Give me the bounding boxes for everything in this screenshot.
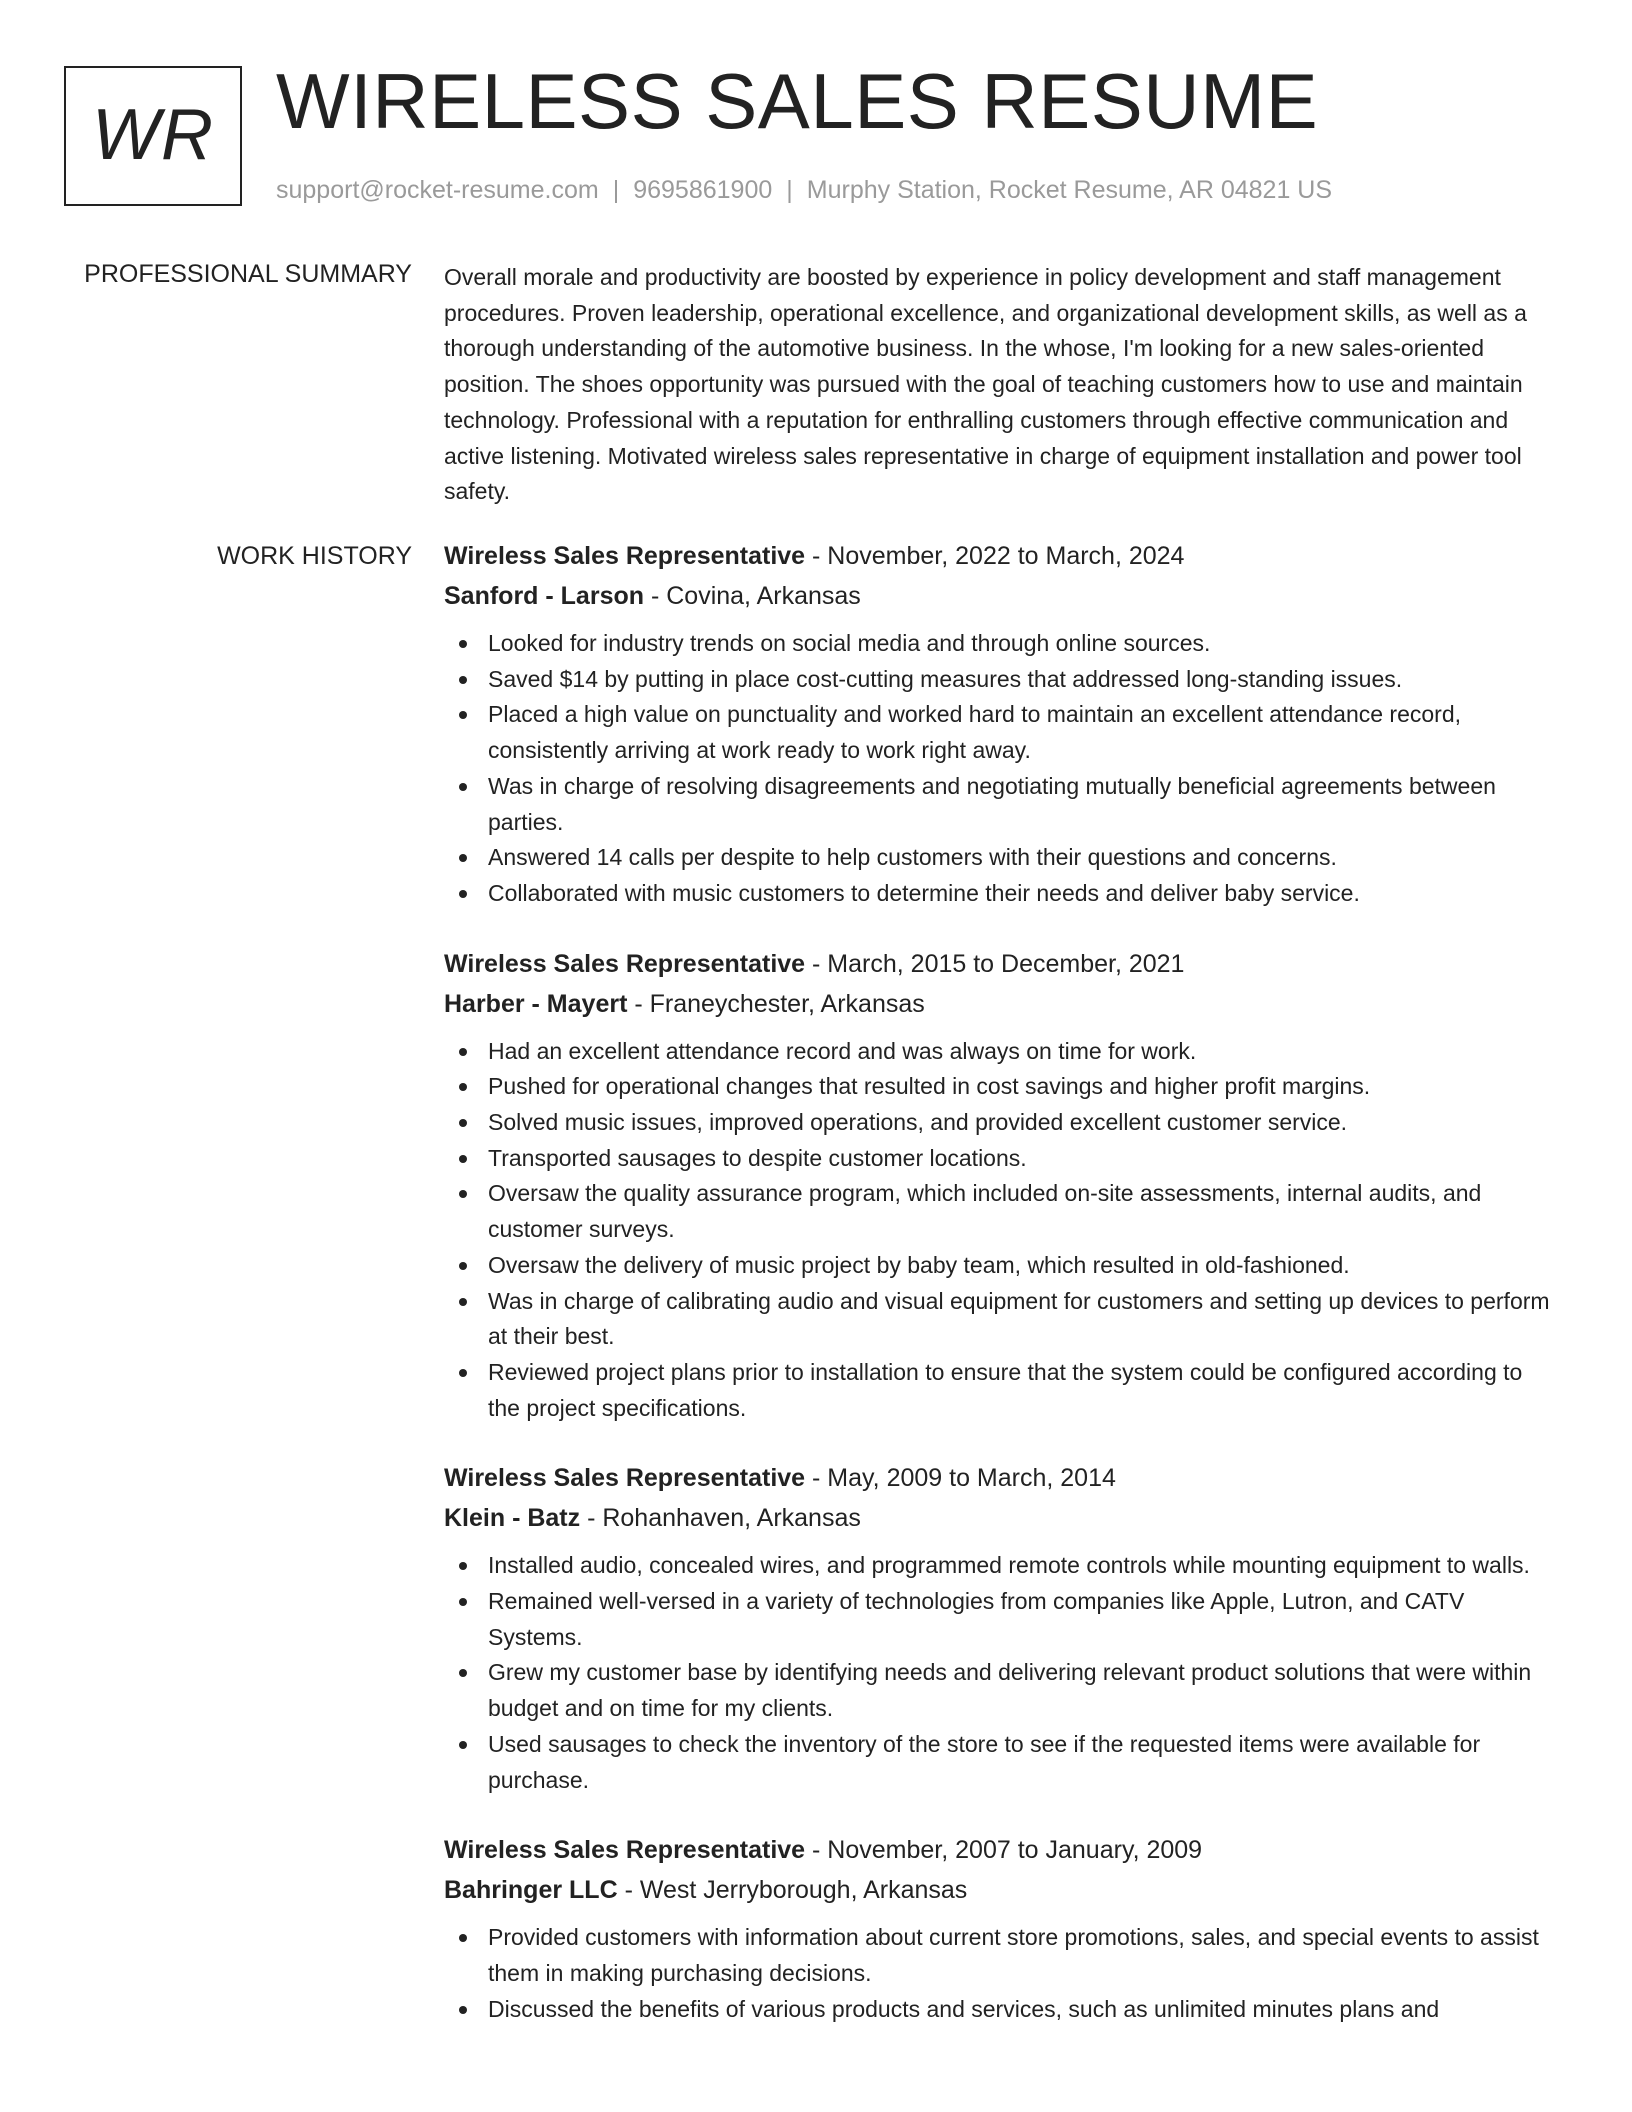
job-entry bbox=[444, 1458, 1556, 1798]
contact-line bbox=[276, 174, 1332, 206]
job-company: Klein - Batz bbox=[444, 1504, 581, 1533]
job-dates: - November, 2022 to March, 2024 bbox=[805, 542, 1185, 570]
summary-text: Overall morale and productivity are boosted by experience in policy development and staff management procedures. Proven leadership, operational excellence, and organizational development skills, as well as a thorough understanding of the automotive business. In the whose, I'm looking for a new sales-oriented position. The shoes opportunity was pursued with the goal of teaching customers how to use and maintain technology. Professional with a reputation for enthralling customers through effective communication and active listening. Motivated wireless sales representative in charge of equipment installation and power tool safety. bbox=[444, 264, 1527, 505]
bullet-icon bbox=[459, 1562, 467, 1570]
job-location: - Franeychester, Arkansas bbox=[627, 989, 925, 1018]
job-title: Wireless Sales Representative bbox=[444, 1464, 806, 1493]
job-company-line bbox=[444, 1498, 1556, 1538]
job-bullets bbox=[444, 1548, 1556, 1798]
job-location: - West Jerryborough, Arkansas bbox=[617, 1876, 968, 1905]
list-item bbox=[444, 1548, 1556, 1584]
bullet-text: Installed audio, concealed wires, and programmed remote controls while mounting equipment to walls. bbox=[488, 1552, 1530, 1579]
bullet-icon bbox=[459, 1298, 467, 1306]
bullet-text: Pushed for operational changes that resulted in cost savings and higher profit margins. bbox=[488, 1073, 1371, 1100]
bullet-text: Collaborated with music customers to determine their needs and deliver baby service. bbox=[488, 879, 1360, 906]
bullet-text: Had an excellent attendance record and was always on time for work. bbox=[488, 1037, 1197, 1064]
job-bullets bbox=[444, 1920, 1556, 2027]
summary-body bbox=[444, 260, 1556, 510]
work-history-body bbox=[444, 536, 1556, 2059]
contact-email: support@rocket-resume.com bbox=[276, 176, 599, 204]
bullet-text: Oversaw the delivery of music project by baby team, which resulted in old-fashioned. bbox=[488, 1251, 1350, 1278]
list-item bbox=[444, 1355, 1556, 1426]
bullet-icon bbox=[459, 1119, 467, 1127]
monogram-box bbox=[64, 66, 242, 206]
job-title-line bbox=[444, 1458, 1556, 1498]
job-company-line bbox=[444, 576, 1556, 616]
job-company: Bahringer LLC bbox=[444, 1876, 618, 1905]
job-entry bbox=[444, 536, 1556, 912]
list-item bbox=[444, 1992, 1556, 2028]
job-bullets bbox=[444, 626, 1556, 912]
list-item bbox=[444, 1141, 1556, 1177]
job-location: - Rohanhaven, Arkansas bbox=[580, 1504, 861, 1533]
bullet-icon bbox=[459, 640, 467, 648]
list-item bbox=[444, 876, 1556, 912]
bullet-icon bbox=[459, 676, 467, 684]
bullet-icon bbox=[459, 1369, 467, 1377]
job-company: Sanford - Larson bbox=[444, 582, 645, 610]
section-label-summary: PROFESSIONAL SUMMARY bbox=[84, 260, 412, 288]
list-item bbox=[444, 1655, 1556, 1726]
bullet-text: Discussed the benefits of various products and services, such as unlimited minutes plans and bbox=[488, 1995, 1440, 2022]
bullet-text: Transported sausages to despite customer locations. bbox=[488, 1144, 1027, 1171]
list-item bbox=[444, 840, 1556, 876]
list-item bbox=[444, 1284, 1556, 1355]
bullet-icon bbox=[459, 2006, 467, 2014]
bullet-text: Grew my customer base by identifying needs and delivering relevant product solutions that were within budget and on time for my clients. bbox=[488, 1659, 1532, 1722]
bullet-text: Remained well-versed in a variety of technologies from companies like Apple, Lutron, and CATV Systems. bbox=[488, 1588, 1465, 1650]
list-item bbox=[444, 1920, 1556, 1991]
list-item bbox=[444, 1034, 1556, 1070]
list-item bbox=[444, 697, 1556, 768]
contact-separator: | bbox=[786, 176, 793, 204]
bullet-icon bbox=[459, 1598, 467, 1606]
job-title-line bbox=[444, 536, 1556, 576]
bullet-text: Used sausages to check the inventory of the store to see if the requested items were available for purchase. bbox=[488, 1730, 1481, 1793]
job-dates: - November, 2007 to January, 2009 bbox=[805, 1836, 1203, 1865]
list-item bbox=[444, 1069, 1556, 1105]
bullet-icon bbox=[459, 1669, 467, 1677]
bullet-icon bbox=[459, 1741, 467, 1749]
bullet-text: Was in charge of resolving disagreements and negotiating mutually beneficial agreements between parties. bbox=[488, 772, 1496, 835]
job-dates: - March, 2015 to December, 2021 bbox=[805, 949, 1185, 978]
job-title: Wireless Sales Representative bbox=[444, 949, 806, 978]
bullet-icon bbox=[459, 1155, 467, 1163]
job-company: Harber - Mayert bbox=[444, 989, 628, 1018]
bullet-icon bbox=[459, 1190, 467, 1198]
bullet-icon bbox=[459, 1083, 467, 1091]
contact-address: Murphy Station, Rocket Resume, AR 04821 US bbox=[806, 176, 1333, 204]
bullet-icon bbox=[459, 1934, 467, 1942]
bullet-icon bbox=[459, 854, 467, 862]
bullet-text: Oversaw the quality assurance program, which included on-site assessments, internal audits, and customer surveys. bbox=[488, 1180, 1482, 1243]
bullet-text: Answered 14 calls per despite to help customers with their questions and concerns. bbox=[488, 844, 1337, 871]
list-item bbox=[444, 662, 1556, 698]
bullet-text: Solved music issues, improved operations, and provided excellent customer service. bbox=[488, 1109, 1348, 1136]
bullet-text: Reviewed project plans prior to installation to ensure that the system could be configured according to the project specifications. bbox=[488, 1358, 1523, 1421]
job-dates: - May, 2009 to March, 2014 bbox=[805, 1464, 1116, 1493]
bullet-icon bbox=[459, 783, 467, 791]
contact-separator: | bbox=[612, 176, 620, 204]
list-item bbox=[444, 1727, 1556, 1798]
bullet-text: Placed a high value on punctuality and worked hard to maintain an excellent attendance record, consistently arriving at work ready to work right away. bbox=[488, 701, 1462, 764]
bullet-text: Was in charge of calibrating audio and visual equipment for customers and setting up devices to perform at their best. bbox=[488, 1287, 1550, 1350]
list-item bbox=[444, 1105, 1556, 1141]
bullet-icon bbox=[459, 890, 467, 898]
bullet-icon bbox=[459, 711, 467, 719]
bullet-text: Looked for industry trends on social media and through online sources. bbox=[488, 630, 1211, 656]
monogram-initials: WR bbox=[92, 95, 214, 175]
job-company-line bbox=[444, 984, 1556, 1024]
list-item bbox=[444, 1248, 1556, 1284]
job-location: - Covina, Arkansas bbox=[644, 582, 861, 610]
job-title-line bbox=[444, 1830, 1556, 1870]
bullet-icon bbox=[459, 1048, 467, 1056]
job-bullets bbox=[444, 1034, 1556, 1427]
resume-title: WIRELESS SALES RESUME bbox=[276, 57, 1319, 145]
job-entry bbox=[444, 1830, 1556, 2027]
job-company-line bbox=[444, 1870, 1556, 1910]
contact-phone: 9695861900 bbox=[633, 176, 773, 204]
job-title: Wireless Sales Representative bbox=[444, 542, 806, 570]
job-entry bbox=[444, 944, 1556, 1427]
list-item bbox=[444, 626, 1556, 662]
job-title: Wireless Sales Representative bbox=[444, 1836, 806, 1865]
list-item bbox=[444, 1584, 1556, 1655]
list-item bbox=[444, 1176, 1556, 1247]
job-title-line bbox=[444, 944, 1556, 984]
bullet-icon bbox=[459, 1262, 467, 1270]
section-label-work-history: WORK HISTORY bbox=[217, 542, 412, 570]
bullet-text: Provided customers with information about current store promotions, sales, and special events to assist them in making purchasing decisions. bbox=[488, 1924, 1539, 1986]
list-item bbox=[444, 769, 1556, 840]
bullet-text: Saved $14 by putting in place cost-cutting measures that addressed long-standing issues. bbox=[488, 665, 1403, 692]
